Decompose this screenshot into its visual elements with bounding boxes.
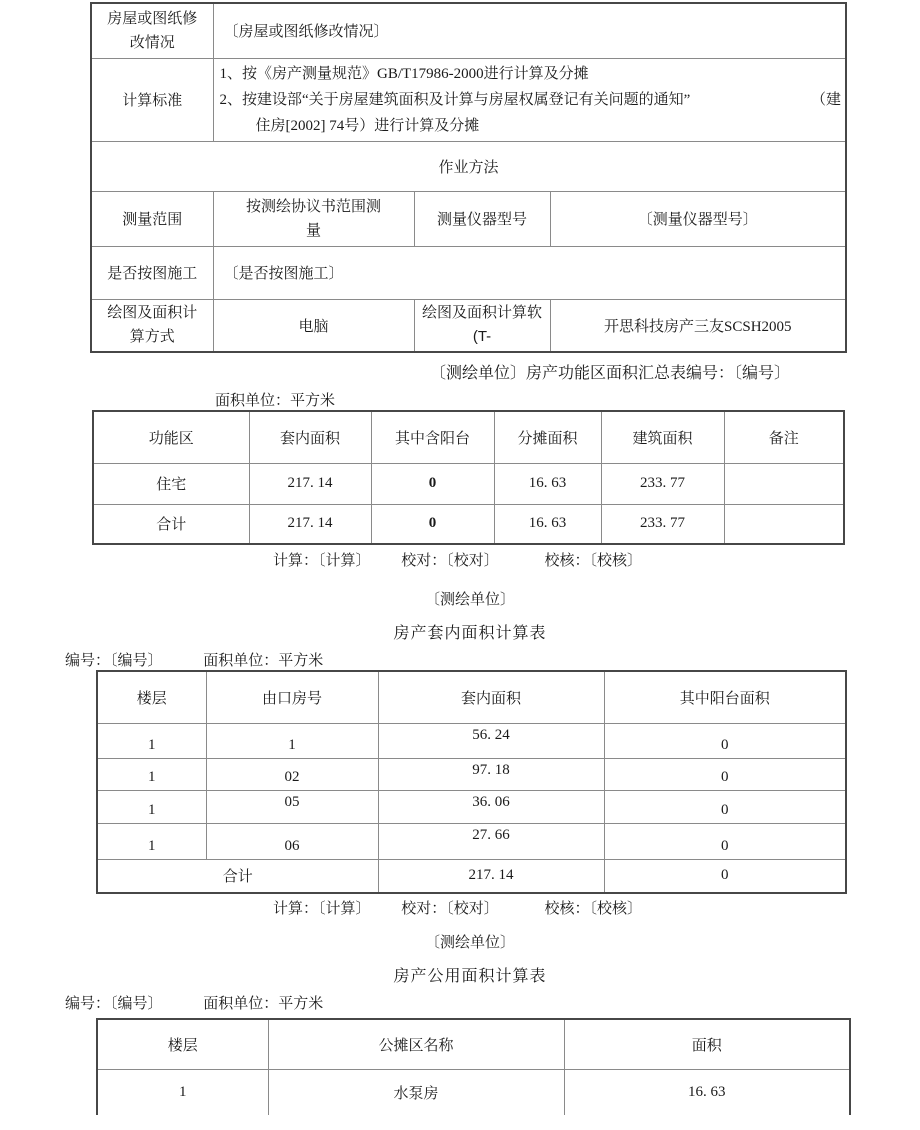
column-header: 备注 bbox=[724, 411, 844, 463]
sign-line bbox=[273, 897, 642, 918]
column-header: 楼层 bbox=[97, 671, 206, 723]
summary-row-total bbox=[93, 504, 844, 544]
org-placeholder: 〔测绘单位〕 bbox=[424, 592, 515, 608]
survey-range-value: 按测绘协议书范围测量 bbox=[213, 191, 414, 246]
row-drawing-method bbox=[91, 299, 846, 352]
column-header: 套内面积 bbox=[249, 411, 371, 463]
sign-check: 校核：〔校核〕 bbox=[544, 553, 643, 569]
column-header: 功能区 bbox=[93, 411, 249, 463]
table-cell: 06 bbox=[206, 823, 378, 859]
table-cell: 0 bbox=[371, 463, 494, 504]
inner-header-row bbox=[97, 671, 846, 723]
summary-unit-label: 面积单位：平方米 bbox=[215, 393, 336, 409]
unit-label: 面积单位：平方米 bbox=[203, 653, 324, 669]
drawing-method-value: 电脑 bbox=[213, 299, 414, 352]
inner-no-line bbox=[65, 649, 323, 670]
table-cell: 56. 24 bbox=[378, 723, 604, 758]
table-cell: 02 bbox=[206, 758, 378, 790]
table-cell: 0 bbox=[604, 823, 846, 859]
sign-check: 校核：〔校核〕 bbox=[544, 901, 643, 917]
table-cell: 0 bbox=[604, 723, 846, 758]
table-cell: 1 bbox=[97, 823, 206, 859]
table-cell: 住宅 bbox=[93, 463, 249, 504]
row-survey-range bbox=[91, 191, 846, 246]
inner-data-row bbox=[97, 823, 846, 859]
row-method-header bbox=[91, 141, 846, 191]
sign-line bbox=[273, 549, 642, 570]
sign-calc: 计算：〔计算〕 bbox=[273, 553, 371, 569]
table-cell: 16. 63 bbox=[494, 504, 601, 544]
row-calc-standard bbox=[91, 58, 846, 141]
calc-standard-label: 计算标准 bbox=[91, 58, 213, 141]
inner-table-title: 房产套内面积计算表 bbox=[393, 625, 547, 642]
inner-area-table bbox=[96, 670, 847, 894]
sign-calc: 计算：〔计算〕 bbox=[273, 901, 371, 917]
table-cell: 水泵房 bbox=[268, 1069, 564, 1115]
public-area-table bbox=[96, 1018, 851, 1115]
summary-table-caption: 〔测绘单位〕房产功能区面积汇总表编号：〔编号〕 bbox=[430, 365, 791, 382]
public-table-title: 房产公用面积计算表 bbox=[393, 968, 547, 985]
column-header: 分摊面积 bbox=[494, 411, 601, 463]
column-header: 由口房号 bbox=[206, 671, 378, 723]
inner-data-row bbox=[97, 723, 846, 758]
table-cell: 0 bbox=[604, 790, 846, 823]
table-cell: 05 bbox=[206, 790, 378, 823]
table-cell: 233. 77 bbox=[601, 504, 724, 544]
total-balcony-area: 0 bbox=[604, 859, 846, 893]
row-house-modification bbox=[91, 3, 846, 58]
column-header: 其中阳台面积 bbox=[604, 671, 846, 723]
table-cell bbox=[724, 463, 844, 504]
summary-header-row bbox=[93, 411, 844, 463]
column-header: 公摊区名称 bbox=[268, 1019, 564, 1069]
instrument-value: 〔测量仪器型号〕 bbox=[550, 191, 846, 246]
table-cell: 27. 66 bbox=[378, 823, 604, 859]
doc-number-label: 编号：〔编号〕 bbox=[65, 653, 163, 669]
sign-proof: 校对：〔校对〕 bbox=[401, 553, 499, 569]
unit-label: 面积单位：平方米 bbox=[203, 996, 324, 1012]
house-modification-label: 房屋或图纸修改情况 bbox=[91, 3, 213, 58]
table-cell: 217. 14 bbox=[249, 504, 371, 544]
inner-data-row bbox=[97, 790, 846, 823]
software-label-line1: 绘图及面积计算软 bbox=[421, 305, 542, 322]
table-cell bbox=[724, 504, 844, 544]
public-data-row bbox=[97, 1069, 850, 1115]
as-drawn-label: 是否按图施工 bbox=[91, 246, 213, 299]
standard-line-2-text: 2、按建设部“关于房屋建筑面积及计算与房屋权属登记有关问题的通知” bbox=[219, 91, 691, 108]
table-cell: 1 bbox=[97, 758, 206, 790]
table-cell: 233. 77 bbox=[601, 463, 724, 504]
as-drawn-value: 〔是否按图施工〕 bbox=[213, 246, 846, 299]
standard-line-2-tail: （建 bbox=[811, 91, 842, 108]
column-header: 套内面积 bbox=[378, 671, 604, 723]
sign-proof: 校对：〔校对〕 bbox=[401, 901, 499, 917]
table-cell: 1 bbox=[97, 1069, 268, 1115]
instrument-label: 测量仪器型号 bbox=[414, 191, 550, 246]
row-as-drawn bbox=[91, 246, 846, 299]
standard-line-2 bbox=[220, 87, 842, 113]
column-header: 楼层 bbox=[97, 1019, 268, 1069]
standard-line-3: 住房[2002] 74号）进行计算及分摊 bbox=[255, 117, 480, 134]
org-placeholder: 〔测绘单位〕 bbox=[424, 935, 515, 951]
total-inner-area: 217. 14 bbox=[378, 859, 604, 893]
inner-total-row bbox=[97, 859, 846, 893]
summary-row-residential bbox=[93, 463, 844, 504]
table-cell: 0 bbox=[371, 504, 494, 544]
table-cell: 97. 18 bbox=[378, 758, 604, 790]
inner-data-row bbox=[97, 758, 846, 790]
public-no-line bbox=[65, 992, 323, 1013]
software-value: 开思科技房产三友SCSH2005 bbox=[550, 299, 846, 352]
table-cell: 0 bbox=[604, 758, 846, 790]
table-cell: 36. 06 bbox=[378, 790, 604, 823]
table-cell: 16. 63 bbox=[494, 463, 601, 504]
survey-info-table bbox=[90, 2, 847, 353]
software-label-line2: (T- bbox=[472, 328, 492, 346]
table-cell: 217. 14 bbox=[249, 463, 371, 504]
doc-number-label: 编号：〔编号〕 bbox=[65, 996, 163, 1012]
software-label bbox=[414, 299, 550, 352]
column-header: 建筑面积 bbox=[601, 411, 724, 463]
standard-line-1: 1、按《房产测量规范》GB/T17986-2000进行计算及分摊 bbox=[219, 65, 589, 82]
public-header-row bbox=[97, 1019, 850, 1069]
calc-standard-value bbox=[213, 58, 846, 141]
survey-range-label: 测量范围 bbox=[91, 191, 213, 246]
total-label: 合计 bbox=[97, 859, 378, 893]
column-header: 面积 bbox=[564, 1019, 850, 1069]
table-cell: 1 bbox=[97, 790, 206, 823]
function-area-summary-table bbox=[92, 410, 845, 545]
table-cell: 16. 63 bbox=[564, 1069, 850, 1115]
house-modification-value: 〔房屋或图纸修改情况〕 bbox=[213, 3, 846, 58]
table-cell: 1 bbox=[206, 723, 378, 758]
drawing-method-label: 绘图及面积计算方式 bbox=[91, 299, 213, 352]
column-header: 其中含阳台 bbox=[371, 411, 494, 463]
table-cell: 合计 bbox=[93, 504, 249, 544]
table-cell: 1 bbox=[97, 723, 206, 758]
method-header: 作业方法 bbox=[91, 141, 846, 191]
